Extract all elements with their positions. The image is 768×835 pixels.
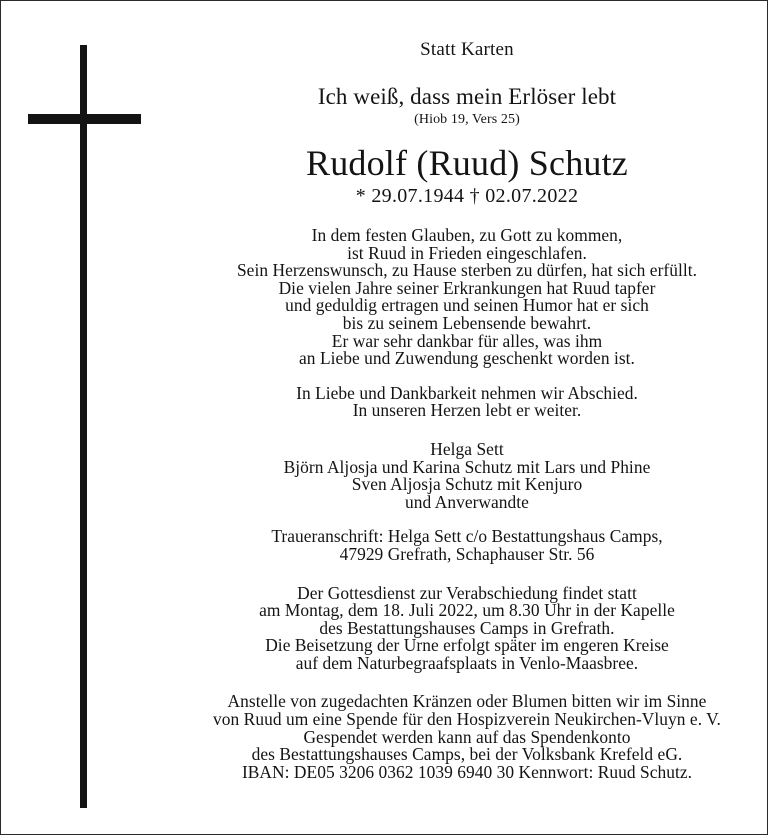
- service-details: [179, 582, 755, 673]
- eulogy-line: In dem festen Glauben, zu Gott zu kommen,: [311, 225, 623, 245]
- eulogy-line: ist Ruud in Frieden eingeschlafen.: [347, 242, 587, 263]
- mourner-line: Björn Aljosja und Karina Schutz mit Lars und Phine: [283, 456, 651, 477]
- condolence-address: [179, 528, 755, 563]
- eulogy-line: und geduldig ertragen und seinen Humor hat er sich: [285, 295, 649, 316]
- deceased-name: [179, 142, 755, 184]
- bible-verse: [179, 83, 755, 110]
- bible-verse-citation-text: (Hiob 19, Vers 25): [414, 112, 520, 127]
- service-line: Die Beisetzung der Urne erfolgt später im engeren Kreise: [265, 635, 669, 656]
- statt-karten-text: Statt Karten: [420, 39, 514, 60]
- bible-verse-citation: [179, 110, 755, 130]
- bible-verse-text: Ich weiß, dass mein Erlöser lebt: [317, 84, 617, 109]
- mourner-line: Sven Aljosja Schutz mit Kenjuro: [351, 474, 583, 495]
- donation-info: [179, 693, 755, 781]
- section-gap: [179, 564, 755, 585]
- service-line: des Bestattungshauses Camps in Grefrath.: [319, 617, 615, 638]
- condolence-address-line: Traueranschrift: Helga Sett c/o Bestattungshaus Camps,: [271, 526, 663, 547]
- farewell-paragraph: [179, 382, 755, 421]
- eulogy-line: Sein Herzenswunsch, zu Hause sterben zu dürfen, hat sich erfüllt.: [236, 260, 698, 281]
- farewell-line: In unseren Herzen lebt er weiter.: [352, 400, 582, 421]
- mourners-list: [179, 438, 755, 512]
- statt-karten-heading: [179, 39, 755, 61]
- condolence-address-line: 47929 Grefrath, Schaphauser Str. 56: [339, 543, 595, 564]
- christian-cross-icon: [1, 1, 171, 835]
- service-line: am Montag, dem 18. Juli 2022, um 8.30 Uhr in der Kapelle: [259, 600, 675, 621]
- notice-text-column: [179, 39, 768, 781]
- donation-iban-line: IBAN: DE05 3206 0362 1039 6940 30 Kennwort: Ruud Schutz.: [241, 761, 693, 782]
- eulogy-paragraph: [179, 227, 755, 368]
- donation-line: Gespendet werden kann auf das Spendenkonto: [303, 726, 631, 747]
- service-line: auf dem Naturbegraafsplaats in Venlo-Maasbree.: [295, 652, 639, 673]
- donation-line: von Ruud um eine Spende für den Hospizverein Neukirchen-Vluyn e. V.: [213, 709, 721, 730]
- eulogy-line: an Liebe und Zuwendung geschenkt worden ist.: [299, 348, 635, 369]
- deceased-dates: [179, 184, 755, 209]
- farewell-line: In Liebe und Dankbarkeit nehmen wir Abschied.: [296, 382, 638, 403]
- service-line: Der Gottesdienst zur Verabschiedung findet statt: [297, 582, 637, 603]
- section-gap: [179, 672, 755, 693]
- eulogy-line: Die vielen Jahre seiner Erkrankungen hat Ruud tapfer: [278, 277, 656, 298]
- deceased-name-text: Rudolf (Ruud) Schutz: [306, 143, 628, 183]
- mourner-line: Helga Sett: [430, 438, 504, 459]
- cross-vertical-bar: [80, 45, 87, 808]
- cross-horizontal-bar: [28, 114, 141, 124]
- deceased-dates-text: * 29.07.1944 † 02.07.2022: [355, 185, 579, 207]
- section-gap: [179, 420, 755, 441]
- mourner-line: und Anverwandte: [405, 491, 529, 512]
- donation-line: Anstelle von zugedachten Kränzen oder Blumen bitten wir im Sinne: [227, 691, 707, 712]
- eulogy-line: bis zu seinem Lebensende bewahrt.: [342, 312, 592, 333]
- donation-line: des Bestattungshauses Camps, bei der Volksbank Krefeld eG.: [251, 744, 683, 765]
- eulogy-line: Er war sehr dankbar für alles, was ihm: [331, 330, 603, 351]
